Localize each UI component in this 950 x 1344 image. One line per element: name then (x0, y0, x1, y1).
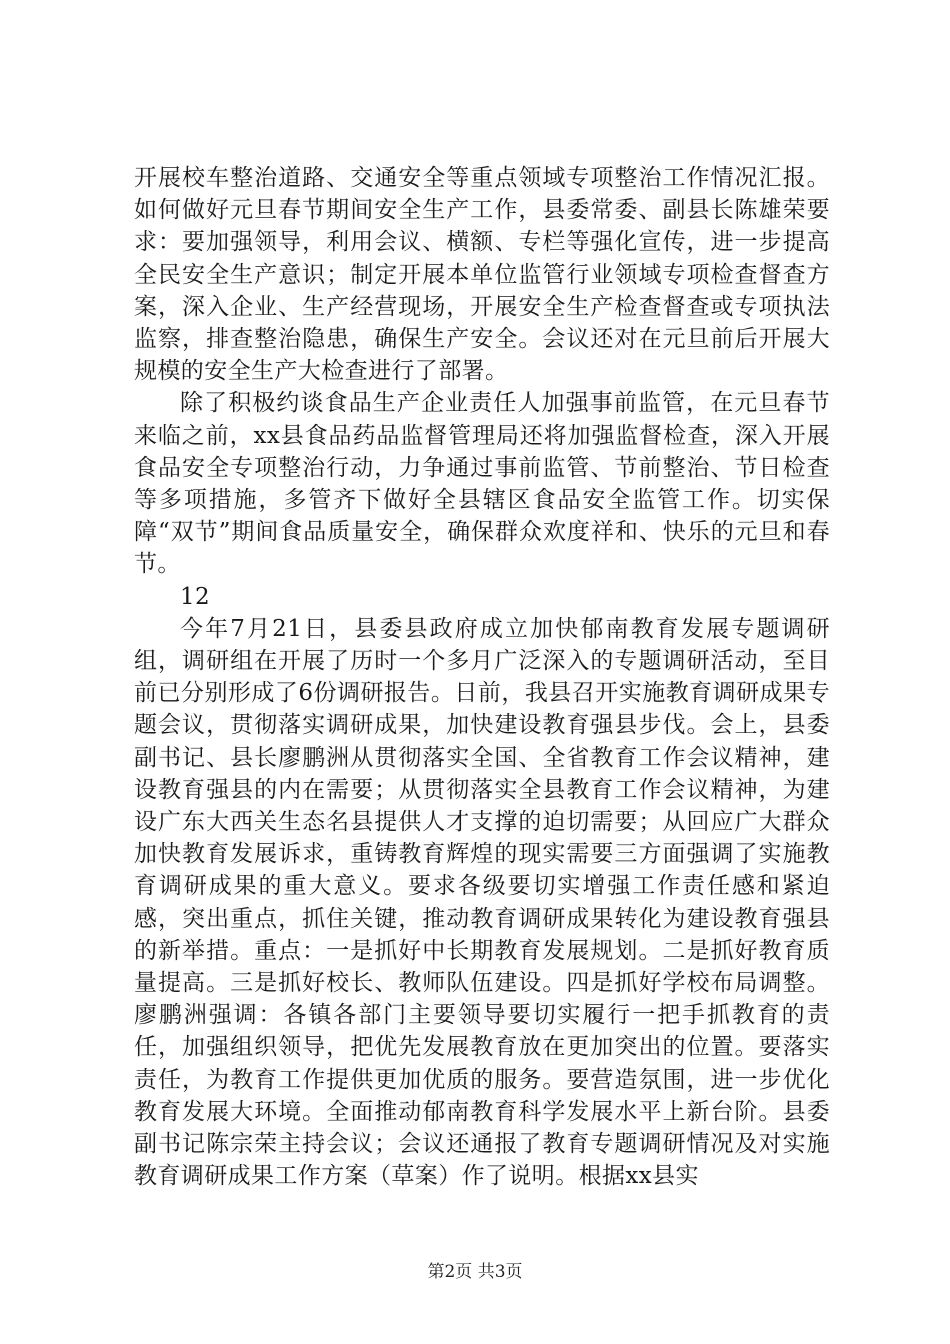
section-number: 12 (180, 583, 211, 610)
paragraph-safety-meeting: 开展校车整治道路、交通安全等重点领域专项整治工作情况汇报。如何做好元旦春节期间安全生产工作，县委常委、副县长陈雄荣要求：要加强领导，利用会议、横额、专栏等强化宣传，进一步提高全民安全生产意识；制定开展本单位监管行业领域专项检查督查方案，深入企业、生产经营现场，开展安全生产检查督查或专项执法监察，排查整治隐患，确保生产安全。会议还对在元旦前后开展大规模的安全生产大检查进行了部署。 (134, 165, 830, 385)
page-footer: 第2页 共3页 (427, 1262, 523, 1282)
document-body (134, 162, 830, 1193)
paragraph-education-research: 今年7月21日，县委县政府成立加快郁南教育发展专题调研组，调研组在开展了历时一个多月广泛深入的专题调研活动，至目前已分别形成了6份调研报告。日前，我县召开实施教育调研成果专题会议，贯彻落实调研成果，加快建设教育强县步伐。会上，县委副书记、县长廖鹏洲从贯彻落实全国、全省教育工作会议精神，建设教育强县的内在需要；从贯彻落实全县教育工作会议精神，为建设广东大西关生态名县提供人才支撑的迫切需要；从回应广大群众加快教育发展诉求，重铸教育辉煌的现实需要三方面强调了实施教育调研成果的重大意义。要求各级要切实增强工作责任感和紧迫感，突出重点，抓住关键，推动教育调研成果转化为建设教育强县的新举措。重点：一是抓好中长期教育发展规划。二是抓好教育质量提高。三是抓好校长、教师队伍建设。四是抓好学校布局调整。廖鹏洲强调：各镇各部门主要领导要切实履行一把手抓教育的责任，加强组织领导，把优先发展教育放在更加突出的位置。要落实责任，为教育工作提供更加优质的服务。要营造氛围，进一步优化教育发展大环境。全面推动郁南教育科学发展水平上新台阶。县委副书记陈宗荣主持会议；会议还通报了教育专题调研情况及对实施教育调研成果工作方案（草案）作了说明。根据xx县实 (134, 615, 830, 1190)
paragraph-food-safety: 除了积极约谈食品生产企业责任人加强事前监管，在元旦春节来临之前，xx县食品药品监督管理局还将加强监督检查，深入开展食品安全专项整治行动，力争通过事前监管、节前整治、节日检查等多项措施，多管齐下做好全县辖区食品安全监管工作。切实保障“双节”期间食品质量安全，确保群众欢度祥和、快乐的元旦和春节。 (134, 390, 830, 578)
